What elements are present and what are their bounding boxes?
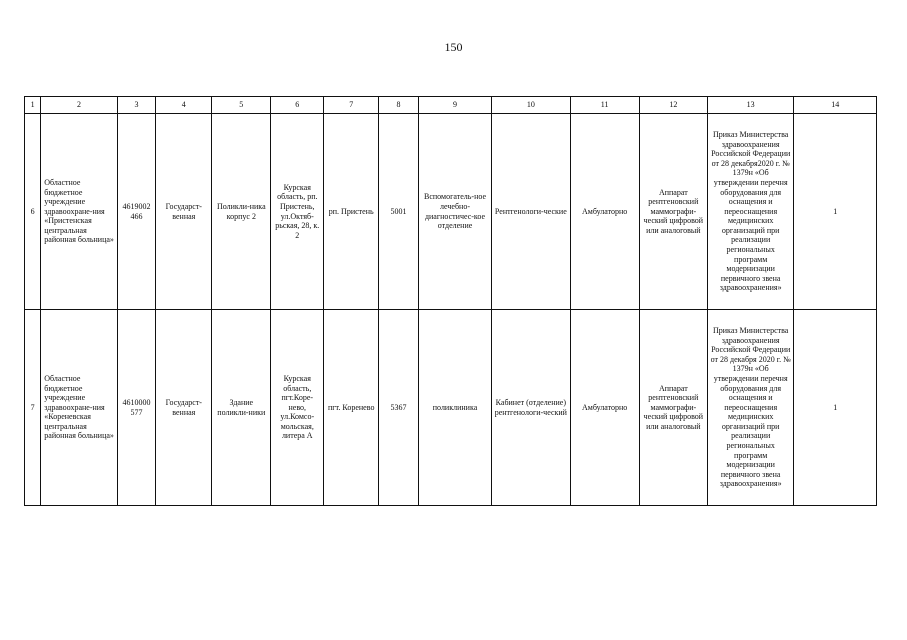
- header-row: [25, 97, 877, 114]
- code-cell: 5001: [379, 114, 419, 310]
- header-cell: 3: [117, 97, 156, 114]
- table-row: [25, 114, 877, 310]
- header-cell: 5: [212, 97, 271, 114]
- equipment-table: [24, 96, 877, 506]
- quantity-cell: 1: [794, 310, 877, 506]
- organization-cell: Областное бюджетное учреждение здравоохране-ния «Кореневская центральная районная больница»: [41, 310, 117, 506]
- header-cell: 14: [794, 97, 877, 114]
- address-cell: Курская область, рп. Пристень, ул.Октяб-рьская, 28, к. 2: [271, 114, 324, 310]
- header-cell: 9: [418, 97, 491, 114]
- code-cell: 5367: [379, 310, 419, 506]
- building-cell: Поликли-ника корпус 2: [212, 114, 271, 310]
- regulation-cell: Приказ Министерства здравоохранения Российской Федерации от 28 декабря2020 г. № 1379н «Об утверждении перечня оборудования для оснащения и переоснащения медицинских организаций при реализации региональных программ модернизации первичного звена здравоохранения»: [707, 114, 794, 310]
- header-cell: 2: [41, 97, 117, 114]
- page-number: 150: [444, 40, 463, 54]
- equipment-cell: Аппарат рентгеновский маммографи-ческий цифровой или аналоговый: [639, 310, 707, 506]
- regulation-cell: Приказ Министерства здравоохранения Российской Федерации от 28 декабря 2020 г. № 1379н «Об утверждении перечня оборудования для оснащения и переоснащения медицинских организаций при реализации региональных программ модернизации первичного звена здравоохранения»: [707, 310, 794, 506]
- header-cell: 8: [379, 97, 419, 114]
- quantity-cell: 1: [794, 114, 877, 310]
- locality-cell: пгт. Коренево: [324, 310, 379, 506]
- inn-cell: 4619002 466: [117, 114, 156, 310]
- header-cell: 11: [570, 97, 639, 114]
- header-cell: 10: [492, 97, 570, 114]
- row-number-cell: 6: [25, 114, 41, 310]
- unit-cell: Кабинет (отделение) рентгенологи-ческий: [492, 310, 570, 506]
- inn-cell: 4610000 577: [117, 310, 156, 506]
- table-row: [25, 310, 877, 506]
- organization-cell: Областное бюджетное учреждение здравоохране-ния «Пристенская центральная районная больница»: [41, 114, 117, 310]
- building-cell: Здание поликли-ники: [212, 310, 271, 506]
- department-cell: поликлиника: [418, 310, 491, 506]
- address-cell: Курская область, пгт.Коре-нево, ул.Комсо-мольская, литера А: [271, 310, 324, 506]
- equipment-cell: Аппарат рентгеновский маммографи-ческий цифровой или аналоговый: [639, 114, 707, 310]
- header-cell: 4: [156, 97, 212, 114]
- row-number-cell: 7: [25, 310, 41, 506]
- care-type-cell: Амбулаторно: [570, 310, 639, 506]
- care-type-cell: Амбулаторно: [570, 114, 639, 310]
- ownership-cell: Государст-венная: [156, 114, 212, 310]
- header-cell: 1: [25, 97, 41, 114]
- header-cell: 7: [324, 97, 379, 114]
- header-cell: 12: [639, 97, 707, 114]
- header-cell: 13: [707, 97, 794, 114]
- header-cell: 6: [271, 97, 324, 114]
- unit-cell: Рентгенологи-ческие: [492, 114, 570, 310]
- locality-cell: рп. Пристень: [324, 114, 379, 310]
- ownership-cell: Государст-венная: [156, 310, 212, 506]
- department-cell: Вспомогатель-ное лечебно-диагностичес-кое отделение: [418, 114, 491, 310]
